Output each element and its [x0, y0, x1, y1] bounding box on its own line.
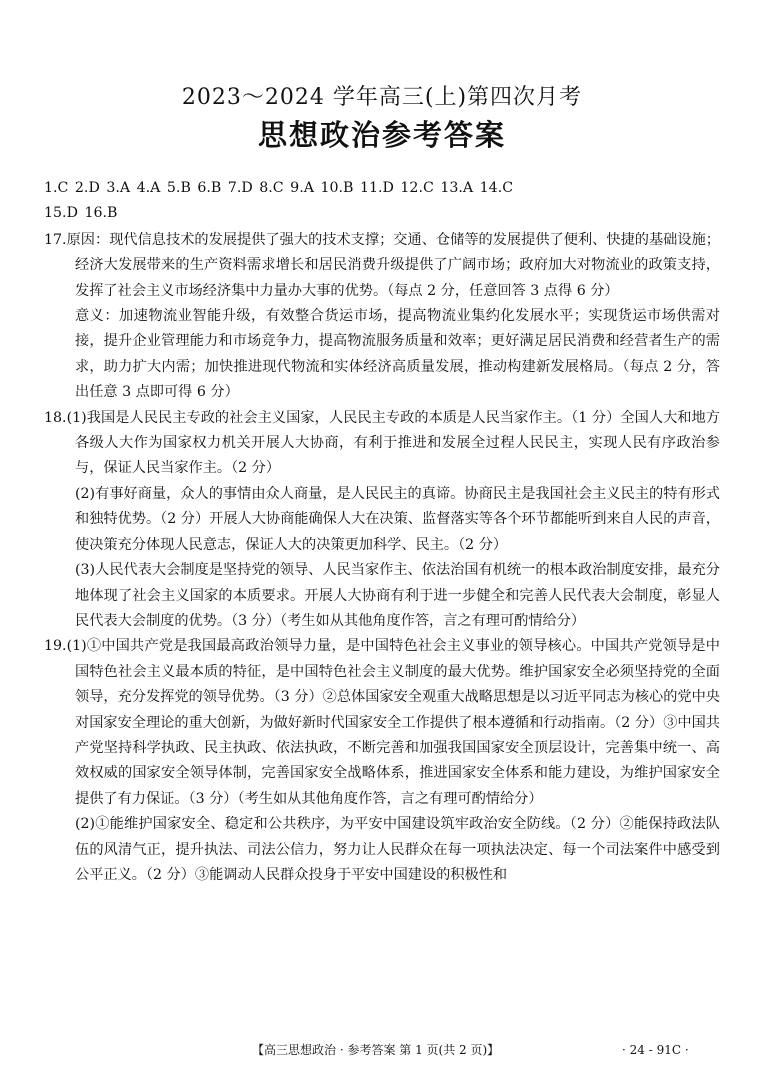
question-17 [44, 228, 720, 406]
footer-code: · 24 - 91C · [622, 1043, 689, 1057]
page-footer [0, 1039, 764, 1061]
question-19 [44, 634, 720, 888]
choice-answers [44, 176, 720, 227]
answer-content [44, 176, 720, 888]
question-18 [44, 406, 720, 635]
q18-part-1: 18.(1)我国是人民民主专政的社会主义国家，人民民主专政的本质是人民当家作主。（1 分）全国人大和地方各级人大作为国家权力机关开展人大协商，有利于推进和发展全过程人民民主，实现人民有序政治参与，保证人民当家作主。（2 分） [44, 409, 720, 477]
q17-reason: 17.原因：现代信息技术的发展提供了强大的技术支撑；交通、仓储等的发展提供了便利、快捷的基础设施；经济大发展带来的生产资料需求增长和居民消费升级提供了广阔市场；政府加大对物流业的政策支持，发挥了社会主义市场经济集中力量办大事的优势。（每点 2 分，任意回答 3 点得 6 分） [44, 231, 720, 299]
page-subtitle: 思想政治参考答案 [257, 118, 506, 152]
choice-answers-line-2: 15.D 16.B [44, 205, 118, 222]
q19-part-1: 19.(1)①中国共产党是我国最高政治领导力量，是中国特色社会主义事业的领导核心。中国共产党领导是中国特色社会主义最本质的特征，是中国特色社会主义制度的最大优势。维护国家安全必须坚持党的全面领导，充分发挥党的领导优势。（3 分）②总体国家安全观重大战略思想是以习近平同志为核心的党中央对国家安全理论的重大创新，为做好新时代国家安全工作提供了根本遵循和行动指南。（2 分）③中国共产党坚持科学执政、民主执政、依法执政，不断完善和加强我国国家安全顶层设计，完善集中统一、高效权威的国家安全领导体制，完善国家安全战略体系，推进国家安全体系和能力建设，为维护国家安全提供了有力保证。（3 分）（考生如从其他角度作答，言之有理可酌情给分） [44, 638, 720, 807]
q18-part-3: (3)人民代表大会制度是坚持党的领导、人民当家作主、依法治国有机统一的根本政治制度安排，最充分地体现了社会主义国家的本质要求。开展人大协商有利于进一步健全和完善人民代表大会制度，彰显人民代表大会制度的优势。（3 分）（考生如从其他角度作答，言之有理可酌情给分） [75, 562, 720, 629]
footer-page-info: 【高三思想政治 · 参考答案 第 1 页(共 2 页)】 [252, 1043, 500, 1057]
choice-answers-line-1: 1.C 2.D 3.A 4.A 5.B 6.B 7.D 8.C 9.A 10.B 11.D 12.C 13.A 14.C [44, 180, 514, 196]
q19-part-2: (2)①能维护国家安全、稳定和公共秩序，为平安中国建设筑牢政治安全防线。（2 分）②能保持政法队伍的风清气正，提升执法、司法公信力，努力让人民群众在每一项执法决定、每一个司法案件中感受到公平正义。（2 分）③能调动人民群众投身于平安中国建设的积极性和 [75, 816, 720, 883]
page-title: 2023～2024 学年高三(上)第四次月考 [181, 85, 583, 110]
q18-part-2: (2)有事好商量，众人的事情由众人商量，是人民民主的真谛。协商民主是我国社会主义民主的特有形式和独特优势。（2 分）开展人大协商能确保人大在决策、监督落实等各个环节都能听到来自人民的声音，使决策充分体现人民意志，保证人大的决策更加科学、民主。（2 分） [75, 485, 720, 553]
q17-significance: 意义：加速物流业智能升级，有效整合货运市场，提高物流业集约化发展水平；实现货运市场供需对接，提升企业管理能力和市场竞争力，提高物流服务质量和效率；更好满足居民消费和经营者生产的需求，助力扩大内需；加快推进现代物流和实体经济高质量发展，推动构建新发展格局。（每点 2 分，答出任意 3 点即可得 6 分） [75, 308, 720, 401]
